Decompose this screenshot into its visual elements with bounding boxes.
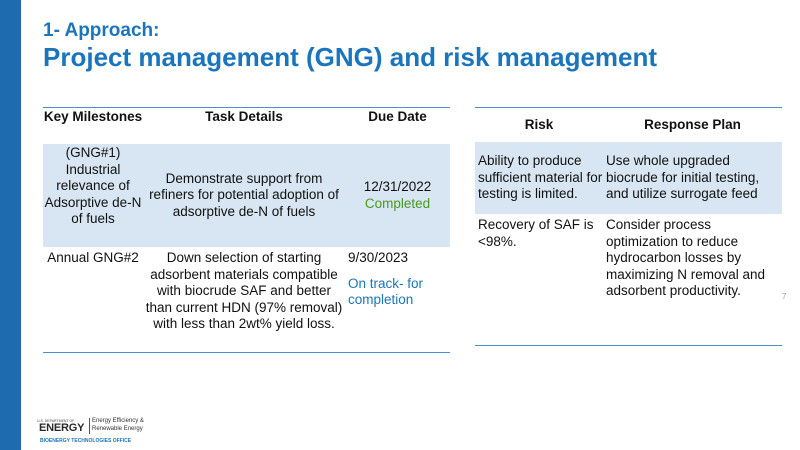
- task-cell: Down selection of starting adsorbent materials compatible with biocrude SAF and better than current HDN (97% removal) with less than 2wt% yield loss.: [145, 250, 343, 331]
- milestones-header-row: [43, 108, 450, 145]
- risk-cell: Ability to produce sufficient material for testing is limited.: [478, 153, 603, 202]
- logo-office-text: BIOENERGY TECHNOLOGIES OFFICE: [40, 438, 132, 444]
- response-cell: Consider process optimization to reduce hydrocarbon losses by maximizing N removal and adsorbent productivity.: [606, 217, 766, 298]
- due-date: 9/30/2023: [348, 250, 409, 265]
- logo-eere-text: [92, 418, 144, 433]
- milestone-cell: (GNG#1) Industrial relevance of Adsorptive de-N of fuels: [44, 145, 142, 226]
- header-key-milestones: Key Milestones: [43, 109, 143, 124]
- milestones-table: [43, 107, 450, 353]
- response-cell: Use whole upgraded biocrude for initial testing, and utilize surrogate feed: [606, 153, 760, 202]
- logo-eere-line2: Renewable Energy: [92, 425, 143, 432]
- section-subtitle: 1- Approach:: [43, 20, 160, 41]
- header-risk: Risk: [524, 116, 554, 132]
- header-due-date: Due Date: [368, 109, 427, 124]
- header-task-details: Task Details: [205, 109, 283, 124]
- logo-eere-line1: Energy Efficiency &: [92, 418, 144, 424]
- table-row: [43, 247, 450, 353]
- doe-logo: [37, 417, 147, 445]
- status-completed: Completed: [364, 195, 431, 211]
- table-row: [475, 214, 782, 346]
- logo-energy-text: ENERGY: [39, 422, 85, 434]
- task-cell: Demonstrate support from refiners for potential adoption of adsorptive de-N of fuels: [149, 170, 339, 219]
- due-date-cell: [345, 144, 450, 247]
- due-date-cell: [345, 247, 450, 353]
- risk-header-row: [475, 108, 782, 143]
- header-response-plan: Response Plan: [644, 116, 741, 132]
- slide-title: Project management (GNG) and risk management: [43, 42, 658, 72]
- logo-divider: [89, 418, 90, 434]
- milestone-cell: Annual GNG#2: [47, 250, 139, 265]
- left-accent-bar: [0, 0, 21, 450]
- page-number: 7: [782, 292, 787, 301]
- table-row: [43, 144, 450, 247]
- due-date: 12/31/2022: [363, 179, 432, 194]
- risk-cell: Recovery of SAF is <98%.: [478, 217, 594, 249]
- risk-table: [475, 107, 782, 346]
- status-on-track: On track- for completion: [348, 275, 424, 307]
- logo-dept-text: U.S. DEPARTMENT OF: [37, 419, 75, 423]
- table-row: [475, 142, 782, 214]
